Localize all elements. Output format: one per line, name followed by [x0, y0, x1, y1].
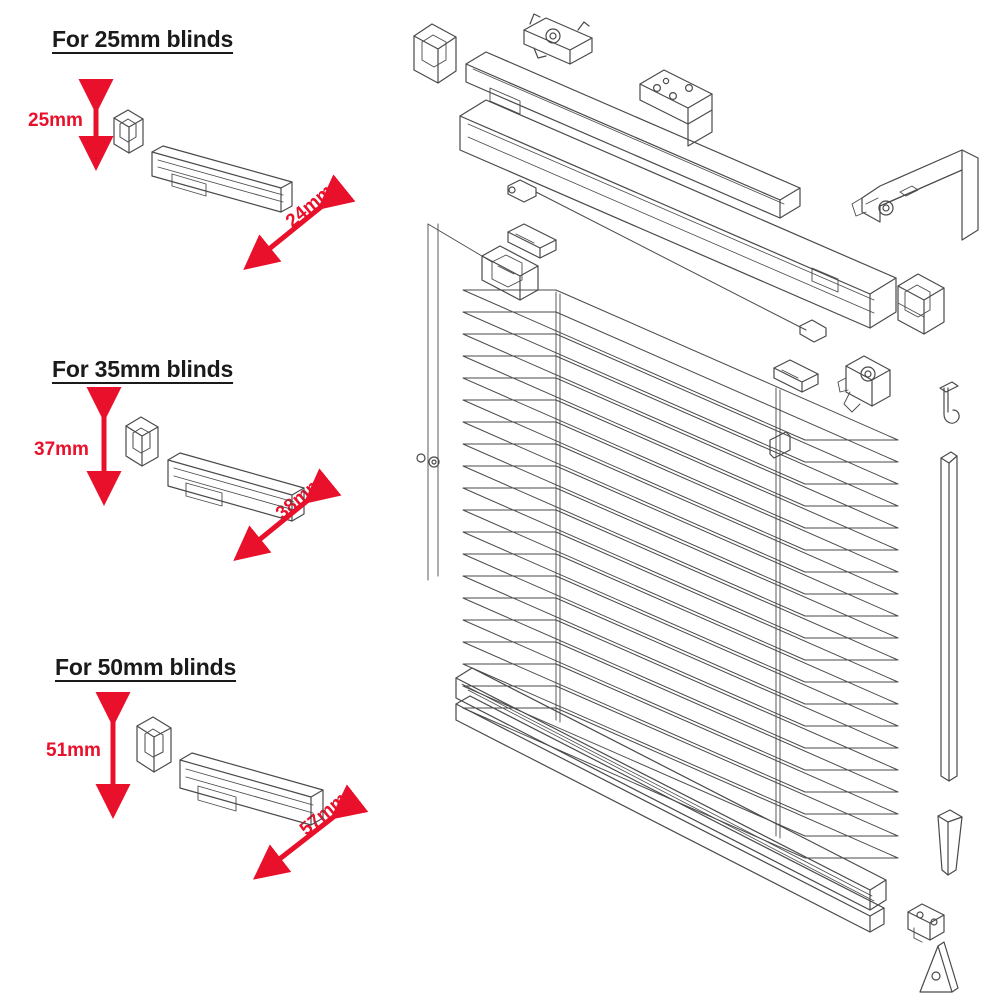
part-wand-tilter — [838, 356, 890, 412]
part-slat-stack — [464, 292, 898, 440]
end-cap-icon-50mm — [137, 717, 171, 772]
part-cord-tassel — [938, 810, 962, 875]
part-cord-tilt-rod — [508, 180, 826, 342]
slats — [463, 290, 898, 858]
part-headrail-top-channel — [466, 52, 800, 218]
dimension-depth-24mm: 24mm — [282, 180, 338, 233]
part-end-cap — [414, 24, 456, 83]
part-spacer-block — [898, 274, 944, 334]
part-wand-hook — [940, 382, 959, 423]
headrail-profile-icon-50mm — [180, 753, 323, 825]
part-hold-down-bracket — [908, 904, 944, 942]
section-title-35mm: For 35mm blinds — [52, 356, 234, 382]
dimension-height-25mm: 25mm — [28, 110, 83, 131]
part-bottom-rail-endcap — [770, 432, 790, 458]
end-cap-icon-25mm — [114, 110, 143, 153]
part-bottom-rail — [456, 668, 886, 910]
end-cap-icon-35mm — [126, 417, 158, 466]
part-installation-bracket — [640, 70, 712, 146]
section-title-25mm: For 25mm blinds — [52, 26, 234, 52]
part-valance-clip-2 — [774, 360, 818, 392]
dimension-depth-38mm: 38mm — [272, 472, 328, 525]
part-valance-clip — [508, 224, 556, 258]
headrail-profile-icon-25mm — [152, 146, 292, 212]
dimension-height-37mm: 37mm — [34, 439, 89, 460]
section-title-50mm: For 50mm blinds — [55, 654, 237, 680]
dimension-height-51mm: 51mm — [46, 740, 101, 761]
part-bottom-rail-insert — [456, 696, 884, 932]
part-side-mount-bracket — [852, 150, 978, 240]
dimension-depth-57mm: 57mm — [296, 788, 352, 841]
part-floor-bracket — [920, 942, 958, 992]
part-ladder-cord — [556, 292, 780, 838]
part-tilt-wand — [941, 452, 957, 781]
part-cord-lock — [482, 246, 538, 300]
part-lift-cord — [417, 224, 492, 580]
part-tilt-mechanism — [524, 14, 592, 64]
part-headrail — [460, 100, 896, 450]
